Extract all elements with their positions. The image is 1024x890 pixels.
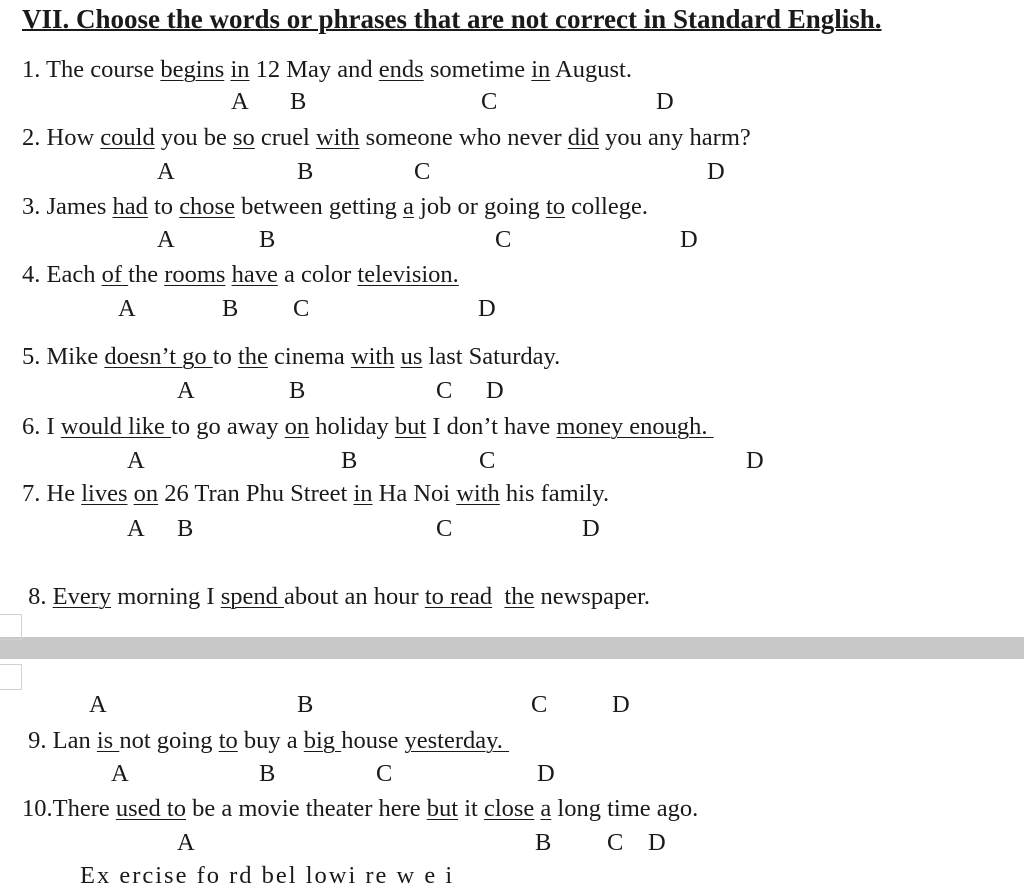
underlined-word: yesterday. bbox=[404, 727, 510, 754]
underlined-word: ends bbox=[378, 56, 424, 83]
underlined-word: Every bbox=[52, 583, 112, 610]
underlined-word: have bbox=[231, 261, 278, 288]
q2-option-c: C bbox=[414, 158, 431, 185]
question-text: long time ago. bbox=[551, 795, 699, 822]
question-text: cinema bbox=[267, 343, 351, 370]
underlined-word: the bbox=[504, 583, 535, 610]
q5-option-d: D bbox=[486, 377, 504, 404]
q8-option-b: B bbox=[297, 691, 314, 718]
question-text: the bbox=[128, 261, 165, 288]
question-3 bbox=[22, 193, 648, 221]
underlined-word: with bbox=[315, 124, 360, 151]
underlined-word: close bbox=[483, 795, 535, 822]
question-text: between getting bbox=[234, 193, 404, 220]
q2-option-b: B bbox=[297, 158, 314, 185]
underlined-word: in bbox=[531, 56, 551, 83]
q7-option-d: D bbox=[582, 515, 600, 542]
question-text: 10.There bbox=[22, 795, 116, 822]
underlined-word: but bbox=[394, 413, 427, 440]
underlined-word: us bbox=[400, 343, 423, 370]
q8-option-d: D bbox=[612, 691, 630, 718]
q4-option-b: B bbox=[222, 295, 239, 322]
q9-option-b: B bbox=[259, 760, 276, 787]
underlined-word: to bbox=[545, 193, 565, 220]
q8-option-a: A bbox=[89, 691, 107, 718]
question-text: newspaper. bbox=[534, 583, 651, 610]
question-text: be a movie theater here bbox=[185, 795, 427, 822]
q1-option-d: D bbox=[656, 88, 674, 115]
q10-option-d: D bbox=[648, 829, 666, 856]
underlined-word: to read bbox=[424, 583, 493, 610]
question-8 bbox=[22, 583, 650, 611]
q7-option-c: C bbox=[436, 515, 453, 542]
question-text: morning I bbox=[111, 583, 221, 610]
q4-option-d: D bbox=[478, 295, 496, 322]
underlined-word: is bbox=[96, 727, 120, 754]
underlined-word: with bbox=[350, 343, 395, 370]
underlined-word: used to bbox=[115, 795, 186, 822]
underlined-word: but bbox=[426, 795, 459, 822]
q6-option-c: C bbox=[479, 447, 496, 474]
underlined-word: on bbox=[133, 480, 159, 507]
q8-option-c: C bbox=[531, 691, 548, 718]
underlined-word: in bbox=[353, 480, 373, 507]
underlined-word: a bbox=[403, 193, 414, 220]
question-text: 12 May and bbox=[249, 56, 379, 83]
underlined-word: to bbox=[218, 727, 238, 754]
q5-option-a: A bbox=[177, 377, 195, 404]
page-break-band bbox=[0, 637, 1024, 659]
question-text bbox=[492, 583, 504, 610]
question-1 bbox=[22, 56, 632, 84]
q10-option-a: A bbox=[177, 829, 195, 856]
question-6 bbox=[22, 413, 714, 441]
question-text: 4. Each bbox=[22, 261, 102, 288]
question-text: 6. I bbox=[22, 413, 61, 440]
question-9 bbox=[22, 727, 509, 755]
q3-option-d: D bbox=[680, 226, 698, 253]
underlined-word: a bbox=[540, 795, 552, 822]
underlined-word: spend bbox=[220, 583, 284, 610]
question-text: 26 Tran Phu Street bbox=[158, 480, 354, 507]
question-text: 2. How bbox=[22, 124, 101, 151]
underlined-word: in bbox=[230, 56, 250, 83]
q9-option-a: A bbox=[111, 760, 129, 787]
underlined-word: begins bbox=[160, 56, 225, 83]
question-text: buy a bbox=[237, 727, 304, 754]
question-text: you any harm? bbox=[599, 124, 751, 151]
question-text: cruel bbox=[254, 124, 316, 151]
page-corner-mark-bottom bbox=[0, 664, 22, 690]
q1-option-b: B bbox=[290, 88, 307, 115]
q2-option-d: D bbox=[707, 158, 725, 185]
q5-option-b: B bbox=[289, 377, 306, 404]
question-text: I don’t have bbox=[426, 413, 557, 440]
question-text: sometime bbox=[423, 56, 532, 83]
q10-option-b: B bbox=[535, 829, 552, 856]
question-text: 5. Mike bbox=[22, 343, 105, 370]
q6-option-d: D bbox=[746, 447, 764, 474]
underlined-word: big bbox=[303, 727, 342, 754]
underlined-word: the bbox=[237, 343, 268, 370]
q4-option-c: C bbox=[293, 295, 310, 322]
underlined-word: money enough. bbox=[556, 413, 714, 440]
underlined-word: of bbox=[101, 261, 129, 288]
question-text: 3. James bbox=[22, 193, 113, 220]
question-text: to bbox=[147, 193, 180, 220]
q3-option-a: A bbox=[157, 226, 175, 253]
exercise-title: VII. Choose the words or phrases that are not correct in Standard English. bbox=[22, 4, 882, 34]
question-text: 9. Lan bbox=[22, 727, 97, 754]
q9-option-c: C bbox=[376, 760, 393, 787]
question-10 bbox=[22, 795, 698, 823]
q1-option-c: C bbox=[481, 88, 498, 115]
question-text: to bbox=[212, 343, 238, 370]
q2-option-a: A bbox=[157, 158, 175, 185]
question-text: a color bbox=[277, 261, 358, 288]
underlined-word: did bbox=[567, 124, 600, 151]
question-text: you be bbox=[154, 124, 233, 151]
q7-option-a: A bbox=[127, 515, 145, 542]
page-corner-mark-top bbox=[0, 614, 22, 640]
question-text: someone who never bbox=[359, 124, 568, 151]
underlined-word: so bbox=[232, 124, 255, 151]
question-text: last Saturday. bbox=[422, 343, 561, 370]
question-text: August. bbox=[550, 56, 632, 83]
q10-option-c: C bbox=[607, 829, 624, 856]
next-exercise-cutoff: Ex ercise fo rd bel lowi re w e i bbox=[80, 862, 455, 889]
underlined-word: could bbox=[100, 124, 155, 151]
question-text: college. bbox=[565, 193, 648, 220]
question-text: Ha Noi bbox=[372, 480, 457, 507]
question-text: to go away bbox=[171, 413, 285, 440]
question-text: it bbox=[458, 795, 484, 822]
question-5 bbox=[22, 343, 560, 371]
underlined-word: would like bbox=[60, 413, 172, 440]
underlined-word: with bbox=[456, 480, 500, 507]
q6-option-b: B bbox=[341, 447, 358, 474]
question-text: his family. bbox=[499, 480, 610, 507]
q4-option-a: A bbox=[118, 295, 136, 322]
question-text: 8. bbox=[22, 583, 53, 610]
q3-option-c: C bbox=[495, 226, 512, 253]
q3-option-b: B bbox=[259, 226, 276, 253]
underlined-word: lives bbox=[81, 480, 128, 507]
question-4 bbox=[22, 261, 459, 289]
question-2 bbox=[22, 124, 751, 152]
question-text: holiday bbox=[309, 413, 395, 440]
question-text: house bbox=[341, 727, 405, 754]
underlined-word: rooms bbox=[164, 261, 226, 288]
question-7 bbox=[22, 480, 609, 508]
underlined-word: doesn’t go bbox=[104, 343, 213, 370]
q7-option-b: B bbox=[177, 515, 194, 542]
underlined-word: on bbox=[284, 413, 310, 440]
q5-option-c: C bbox=[436, 377, 453, 404]
q1-option-a: A bbox=[231, 88, 249, 115]
underlined-word: had bbox=[112, 193, 148, 220]
q9-option-d: D bbox=[537, 760, 555, 787]
underlined-word: television. bbox=[357, 261, 459, 288]
underlined-word: chose bbox=[179, 193, 235, 220]
question-text: job or going bbox=[413, 193, 546, 220]
question-text: not going bbox=[119, 727, 219, 754]
q6-option-a: A bbox=[127, 447, 145, 474]
question-text: 7. He bbox=[22, 480, 82, 507]
question-text: about an hour bbox=[283, 583, 425, 610]
question-text: 1. The course bbox=[22, 56, 161, 83]
